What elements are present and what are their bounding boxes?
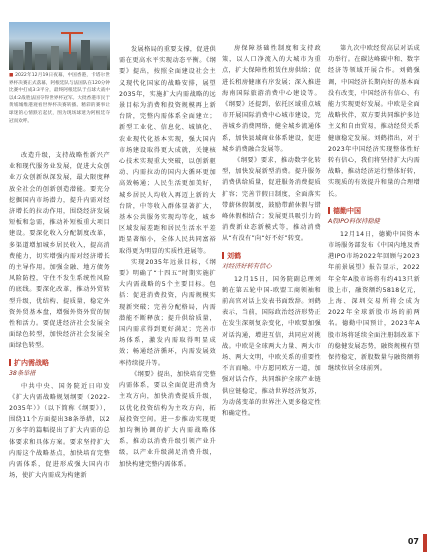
section-subtitle-38: 38条举措 xyxy=(9,369,36,377)
section-bar-icon xyxy=(328,207,330,214)
photo-building xyxy=(63,52,77,70)
photo-building xyxy=(13,50,23,70)
caption-marker: ■ xyxy=(9,73,14,78)
column-1-paragraph-1: 改造升级，支持战略性新兴产业和现代服务业发展，促进大众创业万众创新纵深发展，最大限度释放全社会的创新创造潜能。要充分挖掘国内市场潜力，提升内需对经济增长的拉动作用，围绕经济发展短板和急需，推动补短板重大项目建设。要深化收入分配制度改革，多渠道增加城乡居民收入，提高消费能力，切实增强内需对经济增长的主导作用。加强金融、地方债务风险防控，守住不发生系统性风险的底线。要深化改革，推动外贸转型升级，优结构、提质量，稳定外资外贸基本盘，增强外资外贸的韧性和活力。要促进经济社会发展全面绿色转型，加快经济社会发展全面绿色转型。 xyxy=(9,152,110,350)
column-2-paragraph-2: 实现2035年远景目标，《纲要》明确了“十四五”时期实施扩大内需战略的5个主要目标。包括：促进消费投资，内需规模实现新突破；完善分配格局，内需潜能不断释放；提升供给质量，国内需求得到更好满足；完善市场体系，激发内需取得明显成效；畅通经济循环，内需发展效率持续提升等。 xyxy=(119,258,216,367)
column-3 xyxy=(222,43,321,419)
column-4-paragraph-1: 第九次中欧经贸高层对话成功举行。在碳达峰碳中和、数字经济等领域开展合作。刘鹤强调，中国经济长期向好的基本面没有改变，中国经济有信心、有能力实现更好发展。中欧是全面战略伙伴，双方要共同维护多边主义和自由贸易，推动经贸关系健康稳定发展。刘鹤指出，对于2023年中国经济实现整体性好转有信心，我们将坚持扩大内需战略，推动经济运行整体好转，实现质的有效提升和量的合理增长。 xyxy=(328,45,420,198)
column-3-paragraph-3: 12月15日，国务院副总理刘鹤在第五轮中国-欧盟工商领袖和前高官对话上发表书面致辞。刘鹤表示，当前，国际政治经济形势正在发生深刻复杂变化，中欧要加强对话沟通，增进互信，共同应对挑战。中欧是全球两大力量、两大市场、两大文明，中欧关系的重要性不言而喻。中方愿同欧方一道，加强对话合作，共同维护全球产业链供应链稳定，推动世界经济复苏，为动荡变革的世界注入更多稳定性和确定性。 xyxy=(222,275,321,418)
section-title-text: 德勤中国 xyxy=(333,206,361,215)
photo-caption xyxy=(9,72,110,125)
section-bar-icon xyxy=(9,359,11,366)
column-2-paragraph-1: 发展格局的重要支撑，促进供需在更高水平实现动态平衡。《纲要》提出，按照全面建设社会主义现代化国家的战略安排，展望2035年，实施扩大内需战略的远景目标为消费和投资规模再上新台阶，完整内需体系全面建立；新型工业化、信息化、城镇化、农业现代化基本实现，强大国内市场建设取得更大成就，关键核心技术实现重大突破，以创新驱动、内需拉动的国内大循环更加高效畅通；人民生活更加美好，城乡居民人均收入再迈上新的大台阶，中等收入群体显著扩大，基本公共服务实现均等化，城乡区域发展差距和居民生活水平差距显著缩小，全体人民共同富裕取得更为明显的实质性进展等。 xyxy=(119,46,216,255)
photo-building xyxy=(25,42,32,70)
photo-crane xyxy=(69,32,71,54)
page-number: 07 xyxy=(407,537,419,546)
caption-text: 2022年12月19日夜幕，中国香港，卡塔尔世界杯决赛正式落幕，阿根廷队与法国队在120分钟比赛中打成3:3平分，最终阿根廷队于点球大战中以4:2战胜法国夺得世界杯冠军。大批香港市民于黄埔城维港观看世界杯决赛转播。精彩的赛事让球迷的心情跌宕起伏，图为现场球迷为阿根廷夺冠而欢呼。 xyxy=(9,73,111,124)
section-title-deloitte xyxy=(328,206,420,216)
column-2 xyxy=(119,44,216,470)
section-title-text: 刘鹤 xyxy=(227,251,241,260)
header-photo xyxy=(9,22,110,70)
column-4 xyxy=(328,43,420,374)
section-title-text: 扩内需战略 xyxy=(14,358,49,367)
column-2-paragraph-3: 《纲要》提出，加快培育完整内需体系，要以全面促进消费为主攻方向，加快消费提质升级，以优化投资结构为主攻方向，拓展投资空间。进一步推动实现更加均衡协调的扩大内需战略体系，推动以消费升级引领产业升级，以产业升级满足消费升级，加快构建完整内需体系。 xyxy=(119,370,216,468)
section-subtitle-confidence: 对经济好转有信心 xyxy=(222,262,272,270)
column-1 xyxy=(9,150,110,481)
section-title-domestic-demand xyxy=(9,358,110,368)
section-title-liu-he xyxy=(222,251,321,261)
column-4-paragraph-2: 12月14日，德勤中国资本市场服务部发布《中国内地及香港IPO市场2022年回顾与2023年前景展望》报告显示，2022年全年A股市场将有约413只新股上市，融资额约5818亿元，上海、深圳交易所将会成为2022年全球新股市场的前两名。德勤中国预计，2023年A股市场将延续全面注册制改革下的稳健发展态势，融资规模有望保持稳定，新股数量与融资额将继续位居全球前列。 xyxy=(328,230,420,373)
section-bar-icon xyxy=(222,252,224,259)
photo-building xyxy=(93,56,107,70)
photo-building xyxy=(51,46,59,70)
photo-building xyxy=(35,54,47,70)
photo-building xyxy=(81,40,90,70)
column-3-paragraph-1: 房保障基础性制度和支持政策，以人口净流入的大城市为重点，扩大保障性租赁住房供给；促进长租房健康有序发展；深入推进海南国际旅游消费中心建设等。《纲要》还提到，依托区域重点城市开展国际消费中心城市建设，完善城乡消费网络，健全城乡流通体系，加快县域商业体系建设，促进城乡消费融合发展等。 xyxy=(222,45,321,153)
column-1-paragraph-2: 中共中央、国务院近日印发《扩大内需战略规划纲要（2022-2035年）》（以下简称《纲要》），围绕11个方面提出38条举措，以2万多字的篇幅提出了扩大内需的总体要求和具体方案。要求坚持扩大内需这个战略基点，加快培育完整内需体系，促进形成强大国内市场，使扩大内需成为构建新 xyxy=(9,382,110,480)
section-subtitle-ipo: A股IPO料保持稳健 xyxy=(328,217,380,225)
photo-crane xyxy=(61,32,83,34)
page-edge-strip xyxy=(423,534,427,552)
column-3-paragraph-2: 《纲要》要求，推动数字化转型，加快发展新型消费。提升服务消费供给质量，促进服务消费提质扩容；完善节假日制度，全面落实带薪休假制度，鼓励带薪休假与错峰休假相结合；发展更具吸引力的消费新业态新模式等，推动消费从“有没有”向“好不好”转变。 xyxy=(222,157,321,243)
